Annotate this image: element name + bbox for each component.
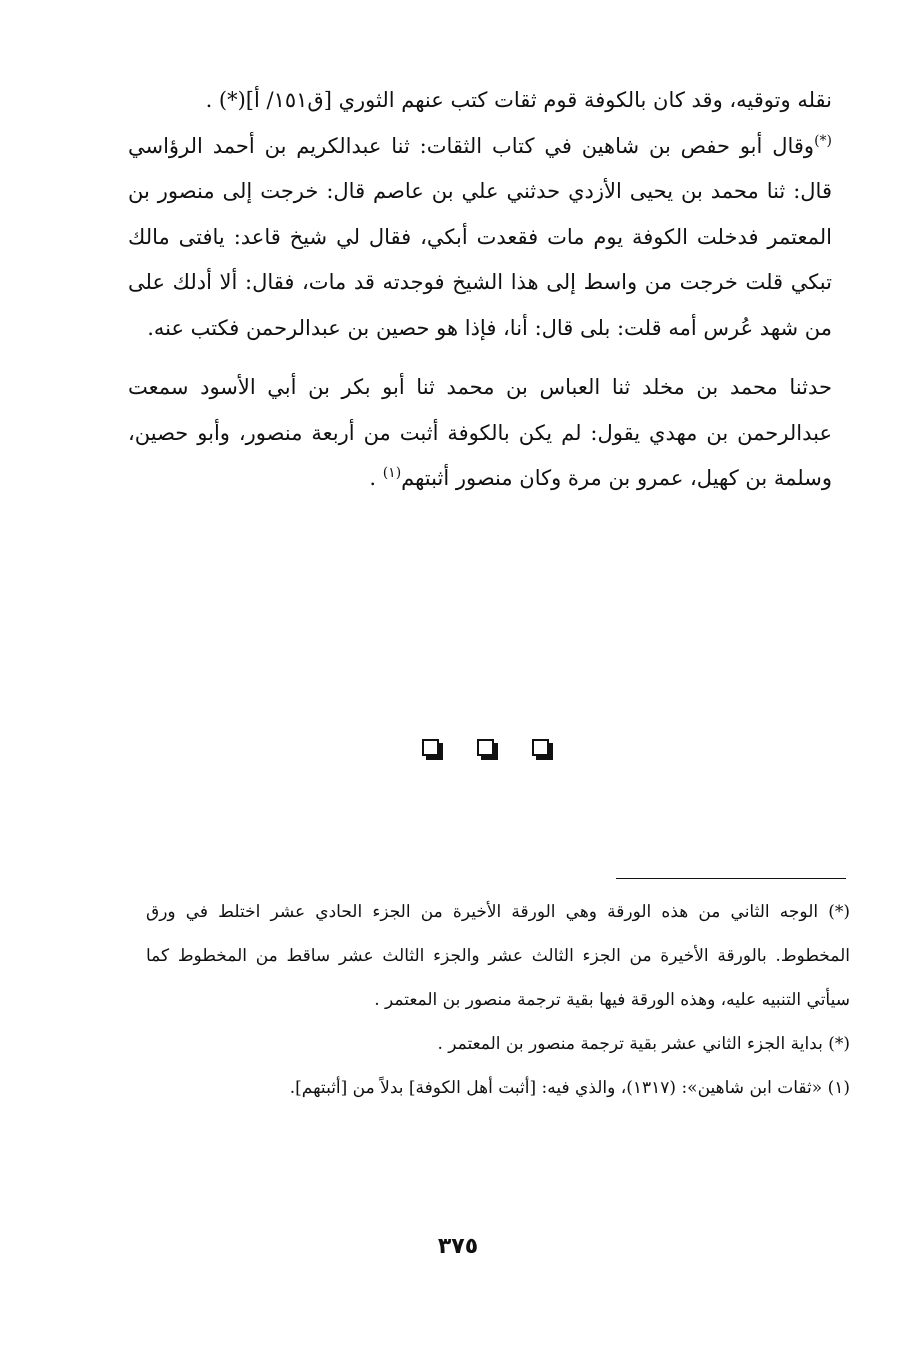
footnote-1-text: الوجه الثاني من هذه الورقة وهي الورقة الأخيرة من الجزء الحادي عشر اختلط في ورق المخطوط. بالورقة الأخيرة من الجزء الثالث عشر والجزء الثالث عشر ساقط من المخطوط كما سيأتي التنبيه عليه، وهذه الورقة فيها بقية ترجمة منصور بن المعتمر . xyxy=(146,902,850,1010)
main-text xyxy=(128,78,832,502)
paragraph-3-text: حدثنا محمد بن مخلد ثنا العباس بن محمد ثنا أبو بكر بن أبي الأسود سمعت عبدالرحمن بن مهدي يقول: لم يكن بالكوفة أثبت من أربعة منصور، وأبو حصين، وسلمة بن كهيل، عمرو بن مرة وكان منصور أثبتهم xyxy=(128,375,832,490)
section-separator xyxy=(422,739,549,756)
paragraph-2-text: وقال أبو حفص بن شاهين في كتاب الثقات: ثنا عبدالكريم بن أحمد الرؤاسي قال: ثنا محمد بن يحيى الأزدي حدثني علي بن عاصم قال: خرجت إلى منصور بن المعتمر فدخلت الكوفة يوم مات فقعدت أبكي، فقال لي شيخ قاعد: يافتى مالك تبكي قلت خرجت من واسط إلى هذا الشيخ فوجدته قد مات، فقال: ألا أدلك على من شهد عُرس أمه قلت: بلى قال: أنا، فإذا هو حصين بن عبدالرحمن فكتب عنه. xyxy=(128,133,832,340)
square-ornament-icon xyxy=(422,739,439,756)
page-number: ٣٧٥ xyxy=(437,1234,479,1259)
square-ornament-icon xyxy=(532,739,549,756)
footnote-3 xyxy=(146,1066,850,1110)
footnote-2-text: بداية الجزء الثاني عشر بقية ترجمة منصور بن المعتمر . xyxy=(437,1034,823,1054)
paragraph-1: نقله وتوقيه، وقد كان بالكوفة قوم ثقات كتب عنهم الثوري [ق١٥١/ أ](*) . xyxy=(205,88,832,112)
footnote-reference: (١) xyxy=(382,465,402,481)
paragraph-2 xyxy=(128,124,832,352)
square-ornament-icon xyxy=(477,739,494,756)
footnote-1 xyxy=(146,890,850,1022)
paragraph-2-mark: (*) xyxy=(814,132,832,149)
footnotes xyxy=(146,890,850,1110)
footnote-1-mark: (*) xyxy=(828,902,850,922)
footnote-2-mark: (*) xyxy=(828,1034,850,1054)
footnote-3-text: «ثقات ابن شاهين»: (١٣١٧)، والذي فيه: [أثبت أهل الكوفة] بدلاً من [أثبتهم]. xyxy=(289,1078,823,1098)
footnote-2 xyxy=(146,1022,850,1066)
footnote-rule xyxy=(616,878,846,879)
paragraph-3 xyxy=(128,365,832,502)
footnote-3-mark: (١) xyxy=(827,1078,850,1098)
paragraph-3-end: . xyxy=(369,466,383,490)
